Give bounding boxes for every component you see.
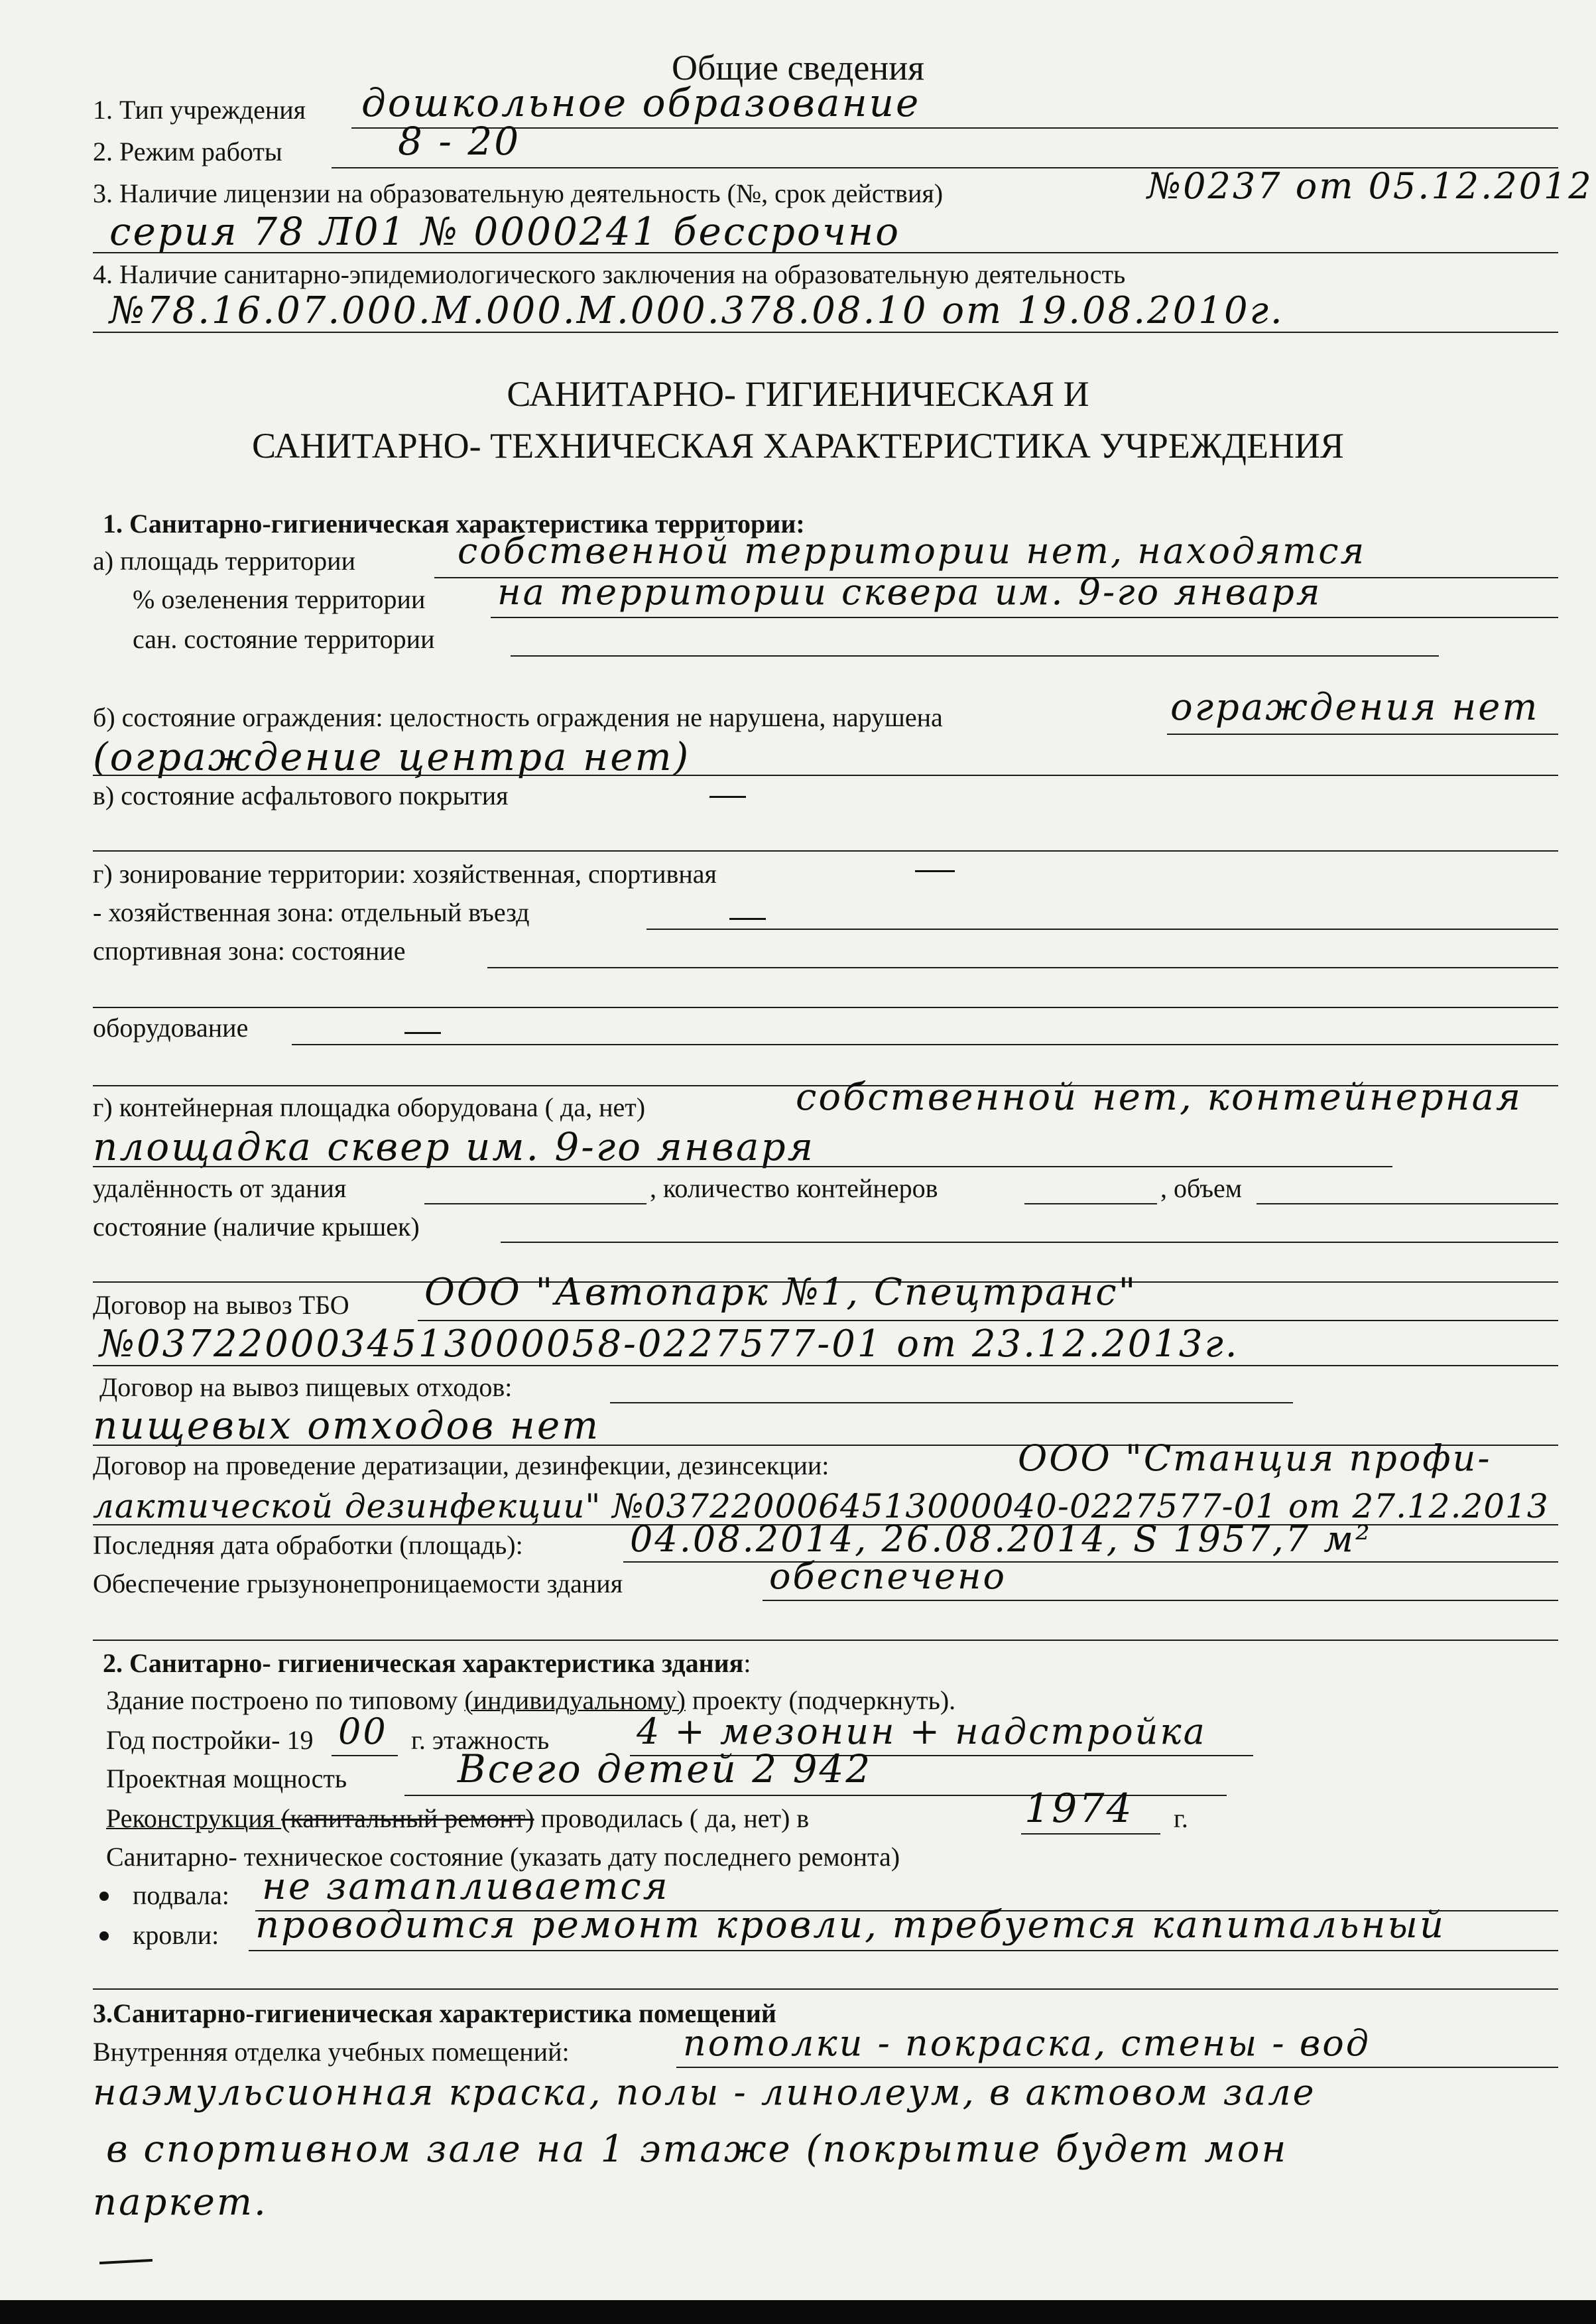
count-line: [1024, 1203, 1157, 1204]
year-label: Год постройки- 19: [106, 1725, 314, 1755]
basement-bullet: [99, 1892, 109, 1901]
derat-value-a: ООО "Станция профи-: [1018, 1437, 1492, 1479]
project-post: проекту (подчеркнуть).: [685, 1685, 956, 1715]
food-label: Договор на вывоз пищевых отходов:: [99, 1372, 513, 1402]
equipment-label: оборудование: [93, 1013, 249, 1043]
food-line: [610, 1402, 1293, 1403]
roof-label: кровли:: [133, 1920, 219, 1950]
tbo-value-a: ООО "Автопарк №1, Спецтранс": [424, 1271, 1138, 1314]
container-value-a: собственной нет, контейнерная: [796, 1076, 1523, 1119]
sanepid-label: 4. Наличие санитарно-эпидемиологического заключения на образовательную деятельность: [93, 259, 1126, 289]
container-value-b: площадка сквер им. 9-го января: [93, 1124, 815, 1169]
license-value-a: №0237 от 05.12.2012: [1147, 165, 1593, 207]
eco-zone-label: - хозяйственная зона: отдельный въезд: [93, 897, 530, 927]
eco-zone-dash: [729, 918, 766, 920]
fence-line: [1167, 734, 1558, 735]
last-treatment-label: Последняя дата обработки (площадь):: [93, 1530, 523, 1560]
tbo-line: [418, 1320, 1558, 1321]
finish-value-d: паркет.: [93, 2181, 268, 2224]
recon-label-a: Реконструкция: [106, 1803, 282, 1833]
last-treatment-value: 04.08.2014, 26.08.2014, S 1957,7 м²: [630, 1518, 1372, 1560]
sanitary-label: сан. состояние территории: [133, 624, 435, 654]
container-label: г) контейнерная площадка оборудована ( да, нет): [93, 1092, 646, 1122]
floors-value: 4 + мезонин + надстройка: [637, 1711, 1207, 1752]
recon-suffix: г.: [1174, 1803, 1188, 1833]
basement-label: подвала:: [133, 1880, 229, 1910]
zoning-dash: [915, 870, 955, 872]
derat-value-b: лактической дезинфекции" №0372200064513000040-0227577-01 от 27.12.2013: [93, 1487, 1549, 1525]
type-line: [351, 127, 1558, 129]
lids-label: состояние (наличие крышек): [93, 1212, 420, 1242]
asphalt-dash: [709, 796, 746, 798]
green-label: % озеленения территории: [133, 584, 426, 614]
section1-end-line: [93, 1640, 1558, 1641]
roof-line: [249, 1950, 1558, 1951]
scan-edge: [0, 2300, 1596, 2324]
recon-label-b: проводилась ( да, нет) в: [534, 1803, 810, 1833]
recon-line: [106, 1803, 809, 1835]
capacity-label: Проектная мощность: [106, 1764, 347, 1793]
license-line: [93, 252, 1558, 253]
mode-label: 2. Режим работы: [93, 137, 282, 166]
asphalt-line: [93, 850, 1558, 852]
capacity-value: Всего детей 2 942: [458, 1746, 873, 1791]
project-underlined: (индивидуальному): [464, 1685, 686, 1715]
area-value: собственной территории нет, находятся: [458, 530, 1367, 572]
distance-line: [424, 1203, 646, 1204]
area-label: а) площадь территории: [93, 546, 355, 576]
mode-value: 8 - 20: [398, 119, 521, 164]
rodent-value: обеспечено: [769, 1555, 1007, 1597]
license-label: 3. Наличие лицензии на образовательную деятельность (№, срок действия): [93, 178, 944, 208]
recon-year: 1974: [1024, 1785, 1134, 1832]
stray-mark: [99, 2259, 153, 2264]
project-pre: Здание построено по типовому: [106, 1685, 465, 1715]
equipment-line: [292, 1044, 1558, 1045]
green-line: [491, 617, 1558, 618]
rodent-line: [763, 1600, 1558, 1601]
tbo-value-b: №0372200034513000058-0227577-01 от 23.12.2013г.: [99, 1323, 1239, 1366]
recon-year-line: [1021, 1833, 1160, 1835]
fence-value-b: (ограждение центра нет): [93, 734, 691, 779]
tbo-label: Договор на вывоз ТБО: [93, 1290, 349, 1320]
year-line: [332, 1755, 398, 1756]
heading-line2: САНИТАРНО- ТЕХНИЧЕСКАЯ ХАРАКТЕРИСТИКА УЧРЕЖДЕНИЯ: [252, 426, 1344, 466]
section2-title: [103, 1647, 751, 1679]
fence-line-2: [93, 775, 1558, 776]
volume-label: , объем: [1160, 1173, 1243, 1203]
roof-bullet: [99, 1931, 109, 1941]
state-label: Санитарно- техническое состояние (указать дату последнего ремонта): [106, 1842, 900, 1872]
eco-zone-line: [646, 929, 1558, 930]
sport-zone-line: [487, 967, 1558, 968]
roof-value: проводится ремонт кровли, требуется капитальный: [255, 1904, 1446, 1947]
sanepid-line: [93, 332, 1558, 333]
heading-line1: САНИТАРНО- ГИГИЕНИЧЕСКАЯ И: [507, 374, 1089, 414]
distance-label: удалённость от здания: [93, 1173, 347, 1203]
section2-title-suffix: :: [743, 1648, 751, 1678]
sanitary-line: [511, 655, 1439, 657]
derat-label: Договор на проведение дератизации, дезинфекции, дезинсекции:: [93, 1451, 829, 1480]
section1-title: 1. Санитарно-гигиеническая характеристика территории:: [103, 509, 805, 539]
sport-zone-label: спортивная зона: состояние: [93, 936, 406, 966]
basement-value: не затапливается: [262, 1865, 670, 1908]
section2-title-text: 2. Санитарно- гигиеническая характеристика здания: [103, 1648, 744, 1678]
sanepid-value: №78.16.07.000.М.000.М.000.378.08.10 от 19.08.2010г.: [109, 289, 1284, 332]
finish-line: [676, 2067, 1558, 2068]
year-suffix: г. этажность: [411, 1725, 550, 1755]
finish-value-a: потолки - покраска, стены - вод: [683, 2022, 1371, 2064]
zoning-label: г) зонирование территории: хозяйственная, спортивная: [93, 859, 717, 889]
recon-label-strike: (капитальный ремонт): [281, 1803, 534, 1833]
last-treatment-line: [623, 1561, 1558, 1563]
container-line: [93, 1166, 1392, 1167]
count-label: , количество контейнеров: [650, 1173, 938, 1203]
section2-end-line: [93, 1988, 1558, 1990]
equipment-dash: [404, 1032, 441, 1034]
finish-value-c: в спортивном зале на 1 этаже (покрытие будет мон: [106, 2128, 1288, 2171]
rodent-label: Обеспечение грызунонепроницаемости здания: [93, 1569, 623, 1598]
license-value-b: серия 78 Л01 № 0000241 бессрочно: [109, 209, 901, 254]
fence-value-a: ограждения нет: [1170, 686, 1540, 729]
type-label: 1. Тип учреждения: [93, 95, 306, 125]
lids-line: [501, 1242, 1558, 1243]
finish-label: Внутренняя отделка учебных помещений:: [93, 2037, 570, 2067]
tbo-line-2: [93, 1365, 1558, 1366]
finish-value-b: наэмульсионная краска, полы - линолеум, в актовом зале: [93, 2071, 1316, 2113]
asphalt-label: в) состояние асфальтового покрытия: [93, 781, 509, 810]
volume-line: [1257, 1203, 1558, 1204]
green-value: на территории сквера им. 9-го января: [497, 571, 1322, 613]
food-value: пищевых отходов нет: [93, 1403, 601, 1448]
type-value: дошкольное образование: [361, 80, 921, 125]
general-title: Общие сведения: [672, 48, 924, 88]
sport-zone-line-2: [93, 1007, 1558, 1008]
section3-title: 3.Санитарно-гигиеническая характеристика помещений: [93, 1998, 776, 2028]
year-value: 00: [338, 1711, 388, 1752]
fence-label: б) состояние ограждения: целостность ограждения не нарушена, нарушена: [93, 702, 943, 732]
